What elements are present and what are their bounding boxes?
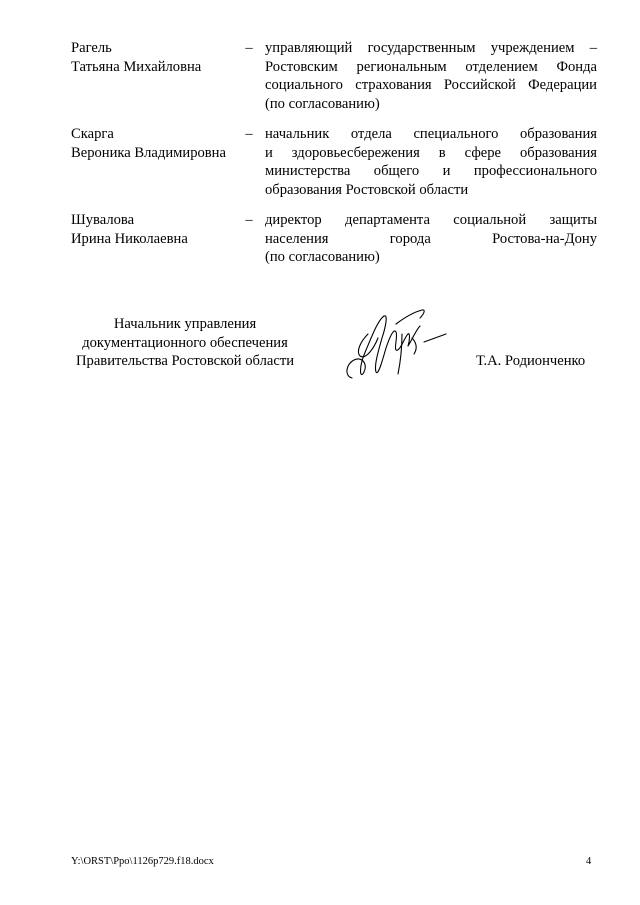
position-line: (по согласованию) bbox=[265, 249, 380, 266]
member-name bbox=[71, 211, 246, 248]
member-given-names: Ирина Николаевна bbox=[71, 230, 188, 247]
member-surname: Шувалова bbox=[71, 212, 135, 228]
signatory-position-line: Правительства Ростовской области bbox=[75, 353, 295, 370]
member-given-names: Вероника Владимировна bbox=[71, 144, 226, 161]
position-line: министерства общего и профессионального bbox=[265, 163, 597, 180]
handwritten-signature bbox=[338, 298, 456, 390]
position-line: (по согласованию) bbox=[265, 95, 380, 112]
signatory-position-line: документационного обеспечения bbox=[82, 334, 288, 351]
position-line: и здоровьесбережения в сфере образования bbox=[265, 144, 597, 161]
position-line: Ростовским региональным отделением Фонда bbox=[265, 58, 597, 75]
footer-file-path: Y:\ORST\Ppo\1126p729.f18.docx bbox=[71, 856, 214, 867]
member-surname: Рагель bbox=[71, 40, 112, 56]
signatory-position bbox=[60, 315, 310, 371]
member-surname: Скарга bbox=[71, 126, 114, 142]
page-number: 4 bbox=[586, 856, 592, 867]
position-line: начальник отдела специального образования bbox=[265, 126, 597, 142]
member-given-names: Татьяна Михайловна bbox=[71, 58, 202, 75]
position-line: населения города Ростова-на-Дону bbox=[265, 230, 597, 247]
position-line: образования Ростовской области bbox=[265, 181, 469, 198]
position-line: социального страхования Российской Федерации bbox=[265, 77, 597, 94]
position-line: директор департамента социальной защиты bbox=[265, 212, 597, 228]
dash-separator: – bbox=[245, 40, 253, 56]
member-name bbox=[71, 125, 246, 162]
position-line: управляющий государственным учреждением – bbox=[265, 40, 597, 56]
member-name bbox=[71, 39, 246, 76]
dash-separator: – bbox=[245, 212, 253, 228]
member-position bbox=[265, 39, 597, 113]
signatory-position-line: Начальник управления bbox=[113, 316, 257, 332]
signer-name: Т.А. Родионченко bbox=[476, 353, 586, 369]
member-position bbox=[265, 125, 597, 199]
dash-separator: – bbox=[245, 126, 253, 142]
member-position bbox=[265, 211, 597, 267]
